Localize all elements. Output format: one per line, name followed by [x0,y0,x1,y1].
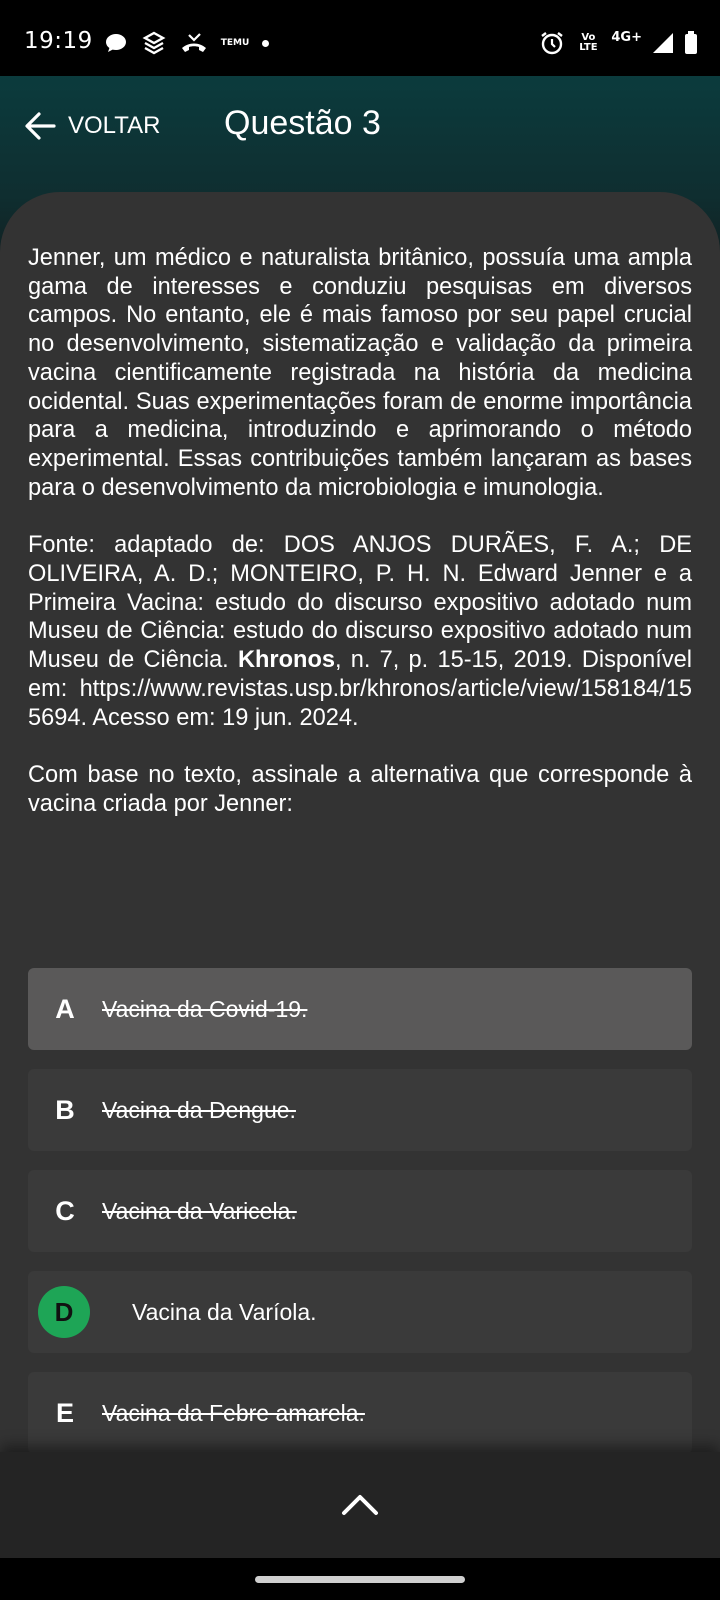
answer-options [28,968,692,1473]
source-details: , n. 7, p. 15-15, 2019. Disponível em: [28,647,692,702]
chat-bubble-icon [104,32,128,54]
signal-icon [652,32,674,54]
temu-icon: TEMU [220,37,250,48]
option-text: Vacina da Dengue. [102,1096,296,1123]
expand-button[interactable] [332,1482,388,1526]
source-citation [28,531,692,732]
question-paragraph: Jenner, um médico e naturalista britânico, possuía uma ampla gama de interesses e conduziu pesquisas em diversos campos. No entanto, ele é mais famoso por seu papel crucial no desenvolvimento, sistematização e validação da primeira vacina cientificamente registrada na história da medicina ocidental. Suas experimentações foram de enorme importância para a medicina, introduzindo e aprimorando o método experimental. Essas contribuições também lançaram as bases para o desenvolvimento da microbiologia e imunologia. [28,245,692,501]
network-type-label: 4G+ [611,29,642,45]
bottom-bar [0,1452,720,1558]
layers-app-icon [142,31,166,55]
volte-icon: Vo LTE [579,32,598,53]
alarm-icon [539,30,565,56]
option-b[interactable] [28,1069,692,1151]
arrow-left-icon [24,111,56,141]
battery-icon [684,31,698,55]
system-icons [539,28,698,58]
question-body [28,244,692,819]
notification-dot-icon [262,40,269,47]
source-authors: Fonte: adaptado de: DOS ANJOS DURÃES, F. A.; DE OLIVEIRA, A. D.; MONTEIRO, P. H. N. Edward Jenner e a Primeira Vacina: estudo do discurso expositivo adotado num Museu de Ciência: estudo do discurso expositivo adotado num Museu de Ciência. [28,532,692,674]
system-navigation-area [0,1558,720,1600]
notification-icons [104,30,269,56]
back-label: VOLTAR [68,112,161,139]
option-e[interactable] [28,1372,692,1454]
status-time: 19:19 [24,28,93,54]
option-letter: C [55,1195,75,1226]
question-prompt: Com base no texto, assinale a alternativa que corresponde à vacina criada por Jenner: [28,762,692,817]
option-d[interactable] [28,1271,692,1353]
gesture-handle[interactable] [255,1576,465,1583]
option-letter: A [55,993,75,1024]
option-a[interactable] [28,968,692,1050]
option-letter: B [55,1094,75,1125]
source-access-date: Acesso em: 19 jun. 2024. [92,704,359,731]
option-text: Vacina da Covid-19. [102,995,308,1022]
option-letter: E [55,1397,74,1428]
option-c[interactable] [28,1170,692,1252]
option-text: Vacina da Varicela. [102,1197,297,1224]
source-journal: Khronos [237,647,335,674]
source-url[interactable]: https://www.revistas.usp.br/khronos/article/view/158184/155694. [28,675,692,731]
option-text: Vacina da Varíola. [132,1298,317,1325]
missed-call-icon [180,32,208,54]
option-text: Vacina da Febre amarela. [102,1399,365,1426]
correct-answer-badge: D [38,1286,90,1338]
status-bar [0,0,720,76]
chevron-up-icon [340,1492,380,1516]
back-button[interactable] [24,106,160,146]
page-title: Questão 3 [224,104,381,142]
question-card [0,192,720,1452]
